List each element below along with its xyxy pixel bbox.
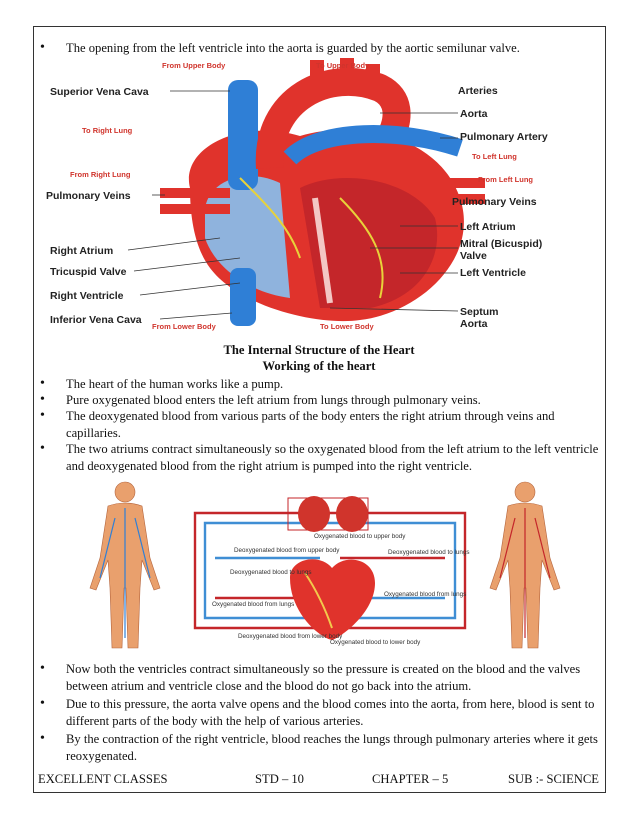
label-left-atrium: Left Atrium bbox=[460, 221, 516, 233]
label-from-left-lung: From Left Lung bbox=[478, 175, 533, 184]
bullet-a-3 bbox=[40, 408, 600, 441]
label-septum: Septum bbox=[460, 306, 499, 318]
bullet-dot: • bbox=[40, 40, 45, 55]
section-title: Working of the heart bbox=[262, 359, 376, 373]
bullet-b-3 bbox=[40, 731, 600, 764]
label-deoxy-to-lungs-right: Deoxygenated blood to lungs bbox=[388, 549, 470, 556]
heart-illustration bbox=[160, 58, 485, 326]
label-to-right-lung: To Right Lung bbox=[82, 126, 133, 135]
bullet-dot: • bbox=[40, 441, 45, 456]
label-inferior-vena-cava: Inferior Vena Cava bbox=[50, 314, 142, 326]
label-right-ventricle: Right Ventricle bbox=[50, 290, 124, 302]
circulation-diagram bbox=[70, 478, 590, 653]
label-superior-vena-cava: Superior Vena Cava bbox=[50, 86, 149, 98]
bullet-a-2 bbox=[40, 392, 600, 409]
label-tricuspid-valve: Tricuspid Valve bbox=[50, 266, 127, 278]
lungs-illustration bbox=[288, 496, 368, 532]
human-figure-right bbox=[490, 482, 560, 648]
label-mitral-valve-1: Mitral (Bicuspid) bbox=[460, 238, 543, 250]
bullet-b-1 bbox=[40, 661, 600, 694]
bullet-dot: • bbox=[40, 696, 45, 711]
label-aorta-bottom: Aorta bbox=[460, 318, 488, 330]
label-from-lower-body: From Lower Body bbox=[152, 322, 216, 331]
label-to-lower-body: To Lower Body bbox=[320, 322, 374, 331]
label-arteries: Arteries bbox=[458, 85, 498, 97]
footer-std: STD – 10 bbox=[255, 772, 304, 786]
bullet-text: Pure oxygenated blood enters the left atrium from lungs through pulmonary veins. bbox=[66, 393, 481, 407]
label-deoxy-from-upper: Deoxygenated blood from upper body bbox=[234, 547, 340, 554]
label-left-ventricle: Left Ventricle bbox=[460, 267, 526, 279]
label-oxy-to-lower: Oxygenated blood to lower body bbox=[330, 639, 421, 646]
bullet-text: The heart of the human works like a pump. bbox=[66, 377, 284, 391]
bullet-dot: • bbox=[40, 408, 45, 423]
label-deoxy-to-lungs-left: Deoxygenated blood to lungs bbox=[230, 569, 312, 576]
label-pulmonary-artery: Pulmonary Artery bbox=[460, 131, 548, 143]
bullet-dot: • bbox=[40, 661, 45, 676]
bullet-text: The opening from the left ventricle into the aorta is guarded by the aortic semilunar valve. bbox=[66, 41, 520, 55]
label-oxy-to-upper: Oxygenated blood to upper body bbox=[314, 533, 406, 540]
bullet-a-1 bbox=[40, 376, 600, 393]
bullet-text: By the contraction of the right ventricle, blood reaches the lungs through pulmonary arteries where it gets reoxygenated. bbox=[66, 732, 598, 763]
bullet-dot: • bbox=[40, 731, 45, 746]
label-deoxy-from-lower: Deoxygenated blood from lower body bbox=[238, 633, 343, 640]
bullet-dot: • bbox=[40, 376, 45, 391]
label-to-left-lung: To Left Lung bbox=[472, 152, 517, 161]
label-from-right-lung: From Right Lung bbox=[70, 170, 131, 179]
human-figure-left bbox=[90, 482, 160, 648]
label-to-upper-body: To Upper Body bbox=[316, 61, 370, 70]
label-right-atrium: Right Atrium bbox=[50, 245, 114, 257]
bullet-text: Due to this pressure, the aorta valve opens and the blood comes into the aorta, from here, blood is sent to different parts of the body with the help of various arteries. bbox=[66, 697, 595, 728]
label-pulmonary-veins-left: Pulmonary Veins bbox=[46, 190, 131, 202]
footer-left: EXCELLENT CLASSES bbox=[38, 772, 168, 786]
label-oxy-from-lungs-right: Oxygenated blood from lungs bbox=[384, 591, 467, 598]
bullet-b-2 bbox=[40, 696, 600, 729]
bullet-text: The two atriums contract simultaneously so the oxygenated blood from the left atrium to the left ventricle and deoxygenated blood from the right atrium is pumped into the right ventricle. bbox=[66, 442, 599, 473]
bullet-text: Now both the ventricles contract simultaneously so the pressure is created on the blood and the valves between atrium and ventricle close and the blood do not go back into the atrium. bbox=[66, 662, 581, 693]
bullet-text: The deoxygenated blood from various parts of the body enters the right atrium through veins and capillaries. bbox=[66, 409, 555, 440]
label-pulmonary-veins-right: Pulmonary Veins bbox=[452, 196, 537, 208]
bullet-dot: • bbox=[40, 392, 45, 407]
heart-diagram bbox=[40, 58, 600, 334]
label-oxy-from-lungs-left: Oxygenated blood from lungs bbox=[212, 601, 295, 608]
label-from-upper-body: From Upper Body bbox=[162, 61, 226, 70]
label-mitral-valve-2: Valve bbox=[460, 250, 487, 262]
diagram-caption: The Internal Structure of the Heart bbox=[223, 343, 415, 357]
footer-subject: SUB :- SCIENCE bbox=[508, 772, 599, 786]
footer-chapter: CHAPTER – 5 bbox=[372, 772, 449, 786]
bullet-a-4 bbox=[40, 441, 600, 474]
label-aorta-top: Aorta bbox=[460, 108, 488, 120]
